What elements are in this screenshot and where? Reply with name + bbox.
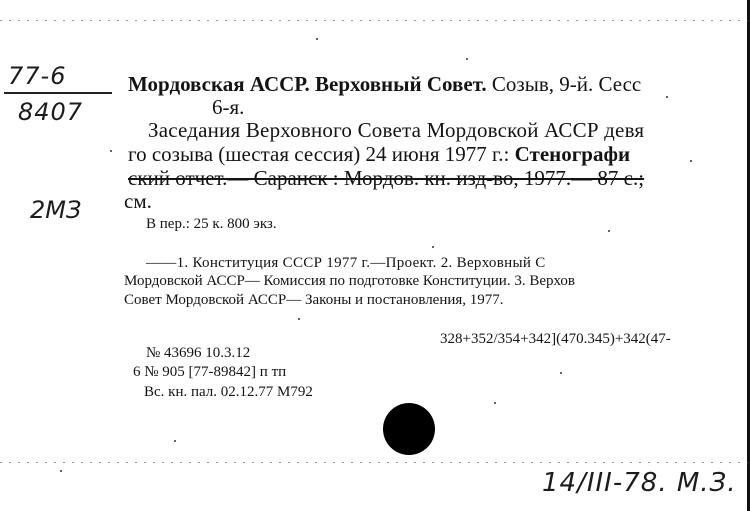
speck xyxy=(608,230,610,232)
subjects-line-1: ——1. Конституция СССР 1977 г.—Проект. 2. Верховный С xyxy=(146,255,546,271)
speck xyxy=(494,402,496,404)
classification-index: 328+352/354+342](470.345)+342(47- xyxy=(440,331,671,347)
speck xyxy=(666,96,668,98)
subjects-line-3: Совет Мордовской АССР— Законы и постановления, 1977. xyxy=(124,292,504,308)
heading-author: Мордовская АССР. Верховный Совет. xyxy=(128,72,487,96)
title-line-4: см. xyxy=(124,189,152,213)
record-order: 6 № 905 [77-89842] п тп xyxy=(133,364,287,380)
scan-noise-top xyxy=(0,20,750,21)
title-line-1: Заседания Верховного Совета Мордовской АССР девя xyxy=(148,118,645,142)
speck xyxy=(690,160,692,162)
punch-hole xyxy=(383,403,435,455)
speck xyxy=(110,150,112,152)
speck xyxy=(432,246,434,248)
title-line-2 xyxy=(128,142,630,167)
title-line-2-bold: Стенографи xyxy=(514,142,631,166)
call-number-divider xyxy=(4,92,112,94)
heading-convocation: Созыв, 9-й. Сесс xyxy=(491,72,642,96)
speck xyxy=(60,470,62,472)
subjects-line-2: Мордовской АССР— Комиссия по подготовке Конституции. 3. Верхов xyxy=(124,273,576,289)
speck xyxy=(298,318,300,320)
speck xyxy=(316,38,318,40)
speck xyxy=(174,440,176,442)
title-line-2-text: го созыва (шестая сессия) 24 июня 1977 г.: xyxy=(128,142,510,166)
heading-session: 6-я. xyxy=(212,95,245,119)
speck xyxy=(560,372,562,374)
speck xyxy=(466,58,468,60)
handwritten-date: 14/III-78. М.З. xyxy=(542,468,737,498)
scan-noise-bottom xyxy=(0,462,750,463)
call-number-bottom: 8407 xyxy=(18,98,84,126)
call-number-top: 77-6 xyxy=(8,62,67,90)
heading-line xyxy=(128,72,641,97)
record-number: № 43696 10.3.12 xyxy=(146,345,251,361)
title-line-3: ский отчет.— Саранск : Мордов. кн. изд-во, 1977.— 87 с.; xyxy=(128,166,645,190)
record-chamber: Вс. кн. пал. 02.12.77 М792 xyxy=(144,384,313,400)
call-number-mark: 2МЗ xyxy=(30,196,82,224)
price-line: В пер.: 25 к. 800 экз. xyxy=(146,216,277,232)
